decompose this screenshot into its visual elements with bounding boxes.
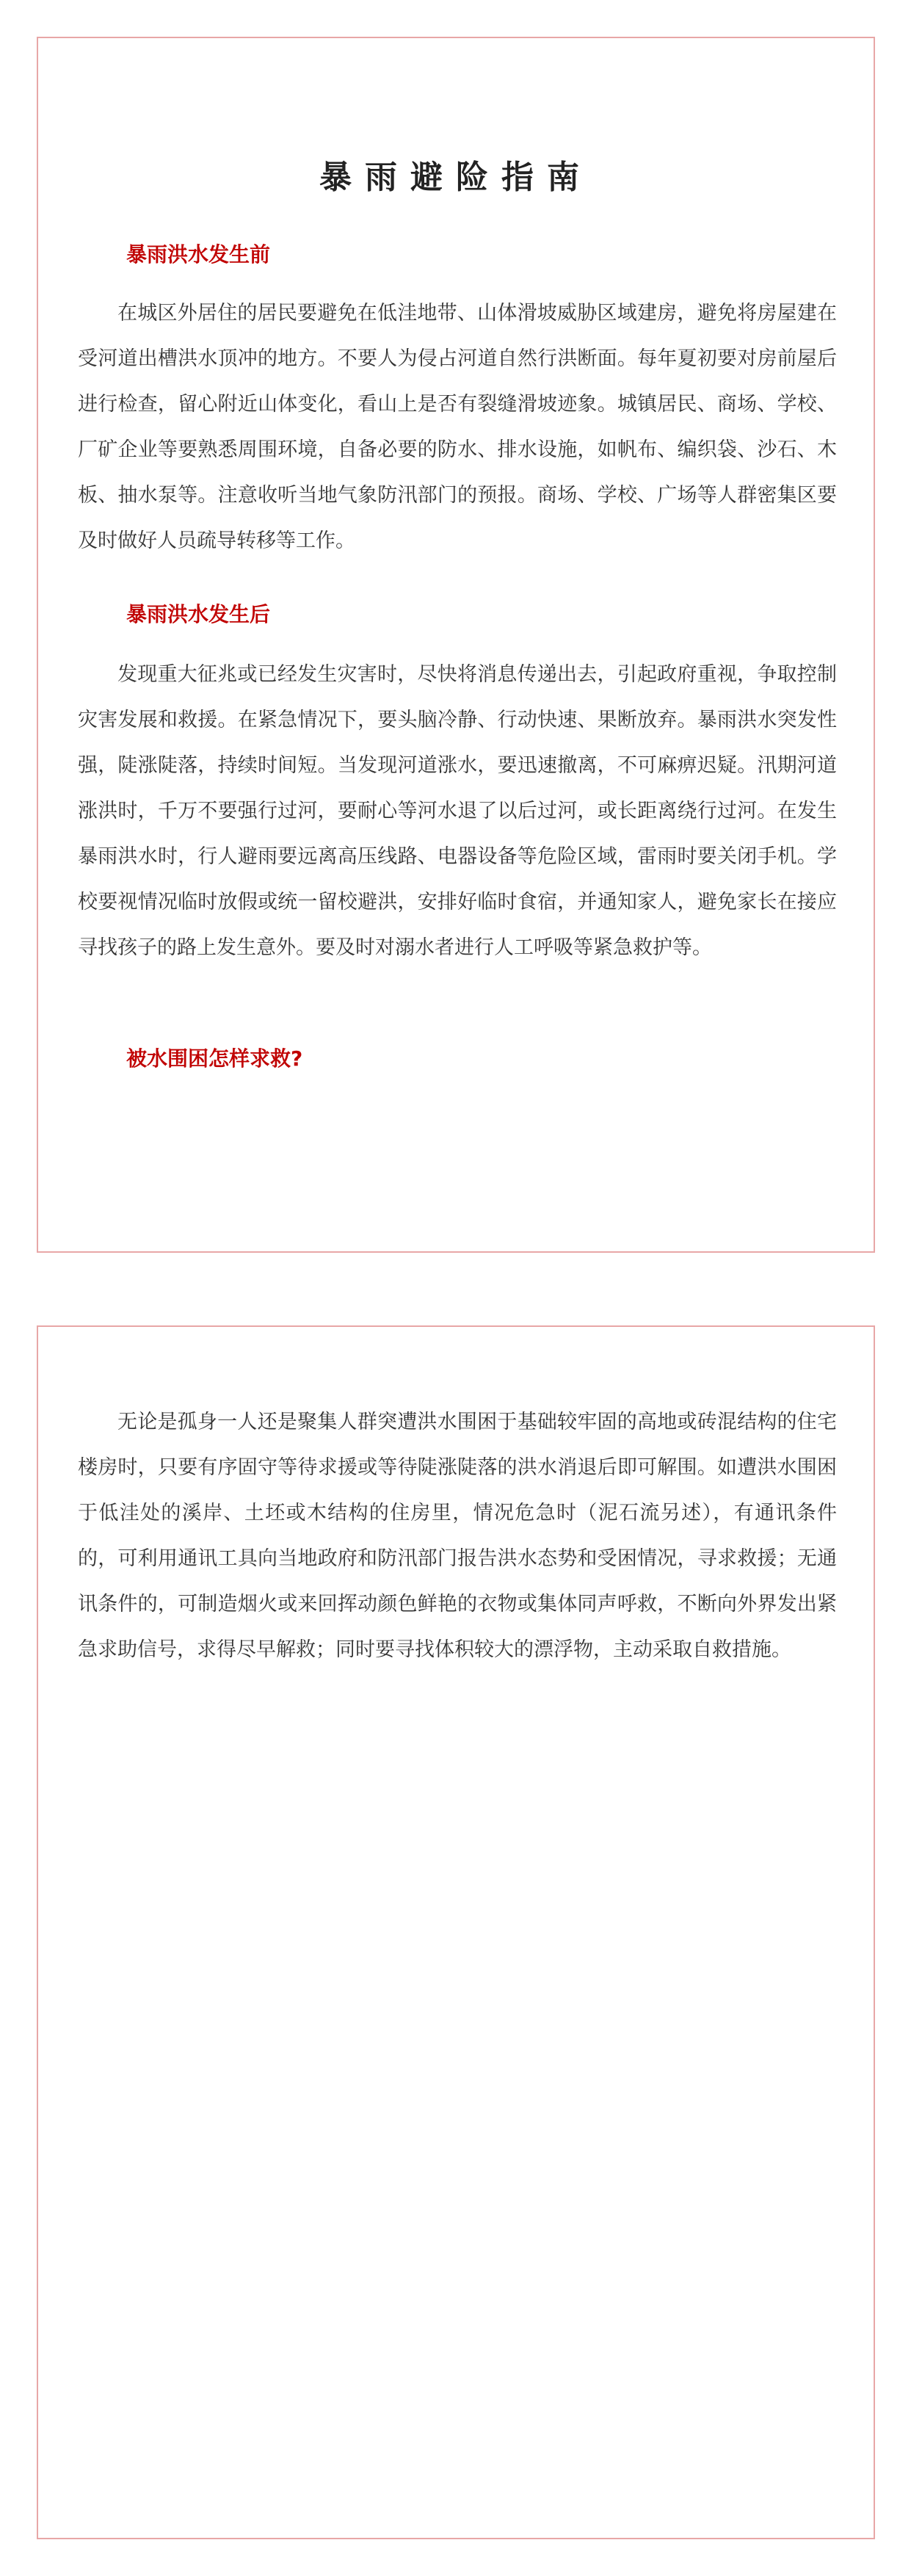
document-page-1	[37, 37, 875, 1253]
document-title: 暴雨避险指南	[319, 159, 592, 196]
section-body-trapped-rescue: 无论是孤身一人还是聚集人群突遭洪水围困于基础较牢固的高地或砖混结构的住宅楼房时，只要有序固守等待求援或等待陡涨陡落的洪水消退后即可解围。如遭洪水围困于低洼处的溪岸、土坯或木结构的住房里，情况危急时（泥石流另述），有通讯条件的，可利用通讯工具向当地政府和防汛部门报告洪水态势和受困情况，寻求救援；无通讯条件的，可制造烟火或来回挥动颜色鲜艳的衣物或集体同声呼救，不断向外界发出紧急求助信号，求得尽早解救；同时要寻找体积较大的漂浮物，主动采取自救措施。	[78, 1411, 837, 1661]
document-page-2	[37, 1325, 875, 2539]
section-heading-after-flood: 暴雨洪水发生后	[126, 602, 271, 626]
section-body-after-flood: 发现重大征兆或已经发生灾害时，尽快将消息传递出去，引起政府重视，争取控制灾害发展和救援。在紧急情况下，要头脑冷静、行动快速、果断放弃。暴雨洪水突发性强，陡涨陡落，持续时间短。当发现河道涨水，要迅速撤离，不可麻痹迟疑。汛期河道涨洪时，千万不要强行过河，要耐心等河水退了以后过河，或长距离绕行过河。在发生暴雨洪水时，行人避雨要远离高压线路、电器设备等危险区域，雷雨时要关闭手机。学校要视情况临时放假或统一留校避洪，安排好临时食宿，并通知家人，避免家长在接应寻找孩子的路上发生意外。要及时对溺水者进行人工呼吸等紧急救护等。	[78, 663, 837, 959]
section-body-before-flood: 在城区外居住的居民要避免在低洼地带、山体滑坡威胁区域建房，避免将房屋建在受河道出槽洪水顶冲的地方。不要人为侵占河道自然行洪断面。每年夏初要对房前屋后进行检查，留心附近山体变化，看山上是否有裂缝滑坡迹象。城镇居民、商场、学校、厂矿企业等要熟悉周围环境，自备必要的防水、排水设施，如帆布、编织袋、沙石、木板、抽水泵等。注意收听当地气象防汛部门的预报。商场、学校、广场等人群密集区要及时做好人员疏导转移等工作。	[78, 302, 837, 552]
section-heading-trapped-rescue: 被水围困怎样求救?	[126, 1046, 303, 1071]
section-heading-before-flood: 暴雨洪水发生前	[126, 242, 271, 267]
